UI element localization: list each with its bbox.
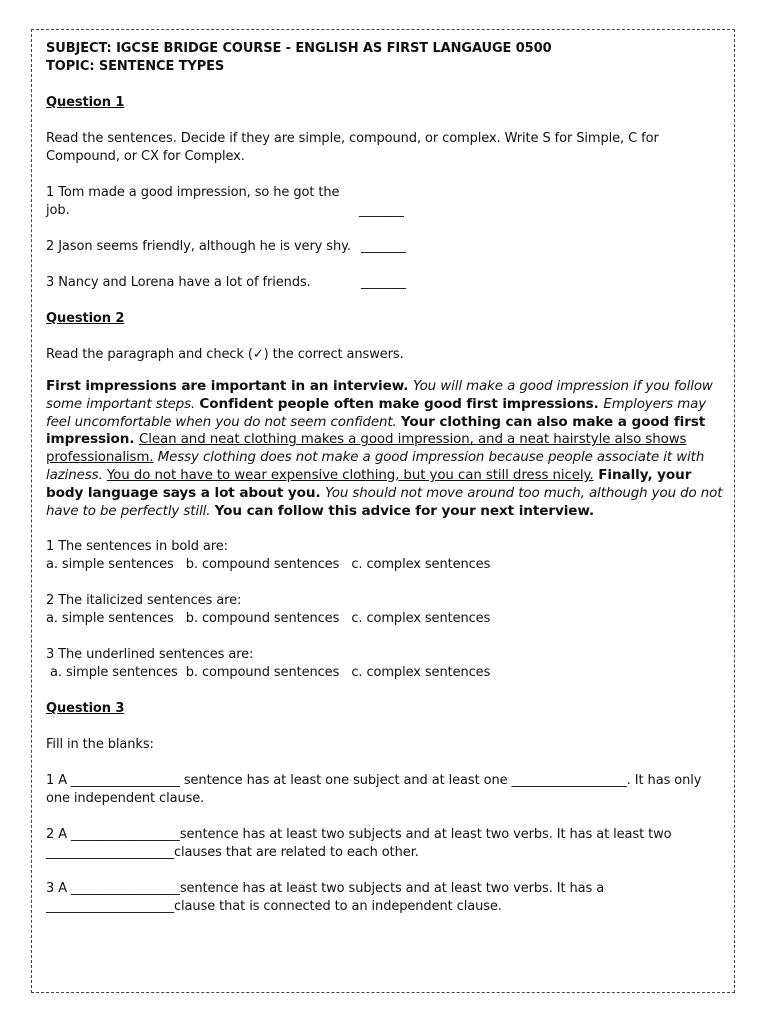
question-1-title: Question 1 bbox=[46, 95, 125, 110]
topic-heading: TOPIC: SENTENCE TYPES bbox=[46, 59, 225, 74]
q2-question-3-prompt: 3 The underlined sentences are: bbox=[46, 647, 254, 663]
question-2-instruction: Read the paragraph and check (✓) the correct answers. bbox=[46, 347, 404, 362]
q1-item-2-blank[interactable]: _______ bbox=[361, 239, 406, 254]
interview-paragraph bbox=[46, 378, 726, 520]
q1-item-3 bbox=[46, 274, 726, 292]
q1-item-1-text: 1 Tom made a good impression, so he got the job. bbox=[46, 185, 340, 218]
para-seg-10: You should not move around too much, although you do not have to be perfectly still. bbox=[46, 485, 723, 519]
worksheet bbox=[46, 40, 726, 916]
question-3-instruction: Fill in the blanks: bbox=[46, 737, 154, 753]
q2-question-2-prompt: 2 The italicized sentences are: bbox=[46, 593, 242, 609]
para-seg-8: You do not have to wear expensive clothing, but you can still dress nicely. bbox=[106, 467, 594, 483]
q1-item-3-blank[interactable]: _______ bbox=[361, 275, 406, 290]
q1-item-2 bbox=[46, 238, 726, 256]
para-seg-1: First impressions are important in an interview. bbox=[46, 378, 413, 394]
para-seg-6: Clean and neat clothing makes a good impression, and a neat hairstyle also shows professionalism. bbox=[46, 432, 687, 466]
q1-item-2-text: 2 Jason seems friendly, although he is very shy. bbox=[46, 239, 351, 254]
question-1-instruction: Read the sentences. Decide if they are simple, compound, or complex. Write S for Simple, C for Compound, or CX for Complex. bbox=[46, 131, 659, 164]
q2-question-3-options[interactable]: a. simple sentences b. compound sentences c. complex sentences bbox=[46, 665, 491, 681]
para-seg-11: You can follow this advice for your next interview. bbox=[214, 502, 595, 519]
q2-question-1-prompt: 1 The sentences in bold are: bbox=[46, 539, 228, 555]
question-2-title: Question 2 bbox=[46, 311, 125, 326]
para-seg-3: Confident people often make good first impressions. bbox=[199, 395, 604, 412]
q3-item-2[interactable]: 2 A _________________sentence has at least two subjects and at least two verbs. It has at least two ____________________clauses that are related to each other. bbox=[46, 827, 672, 861]
para-seg-7: Messy clothing does not make a good impression because people associate it with laziness. bbox=[46, 450, 705, 483]
para-seg-9: Finally, your body language says a lot about you. bbox=[46, 466, 692, 501]
q3-item-3[interactable]: 3 A _________________sentence has at least two subjects and at least two verbs. It has a ____________________clause that is connected to an independent clause. bbox=[46, 881, 605, 915]
q1-item-1 bbox=[46, 184, 726, 220]
q2-question-1-options[interactable]: a. simple sentences b. compound sentences c. complex sentences bbox=[46, 557, 491, 573]
para-seg-4: Employers may feel uncomfortable when you do not seem confident. bbox=[46, 396, 707, 430]
q1-item-1-blank[interactable]: _______ bbox=[359, 203, 404, 218]
q2-question-2-options[interactable]: a. simple sentences b. compound sentences c. complex sentences bbox=[46, 611, 491, 627]
question-3-title: Question 3 bbox=[46, 701, 125, 717]
q1-item-3-text: 3 Nancy and Lorena have a lot of friends. bbox=[46, 275, 311, 290]
subject-heading: SUBJECT: IGCSE BRIDGE COURSE - ENGLISH AS FIRST LANGAUGE 0500 bbox=[46, 41, 552, 56]
para-seg-2: You will make a good impression if you follow some important steps. bbox=[46, 379, 713, 412]
para-seg-5: Your clothing can also make a good first impression. bbox=[46, 413, 706, 448]
q3-item-1[interactable]: 1 A _________________ sentence has at least one subject and at least one __________________. It has only one independent clause. bbox=[46, 773, 702, 807]
